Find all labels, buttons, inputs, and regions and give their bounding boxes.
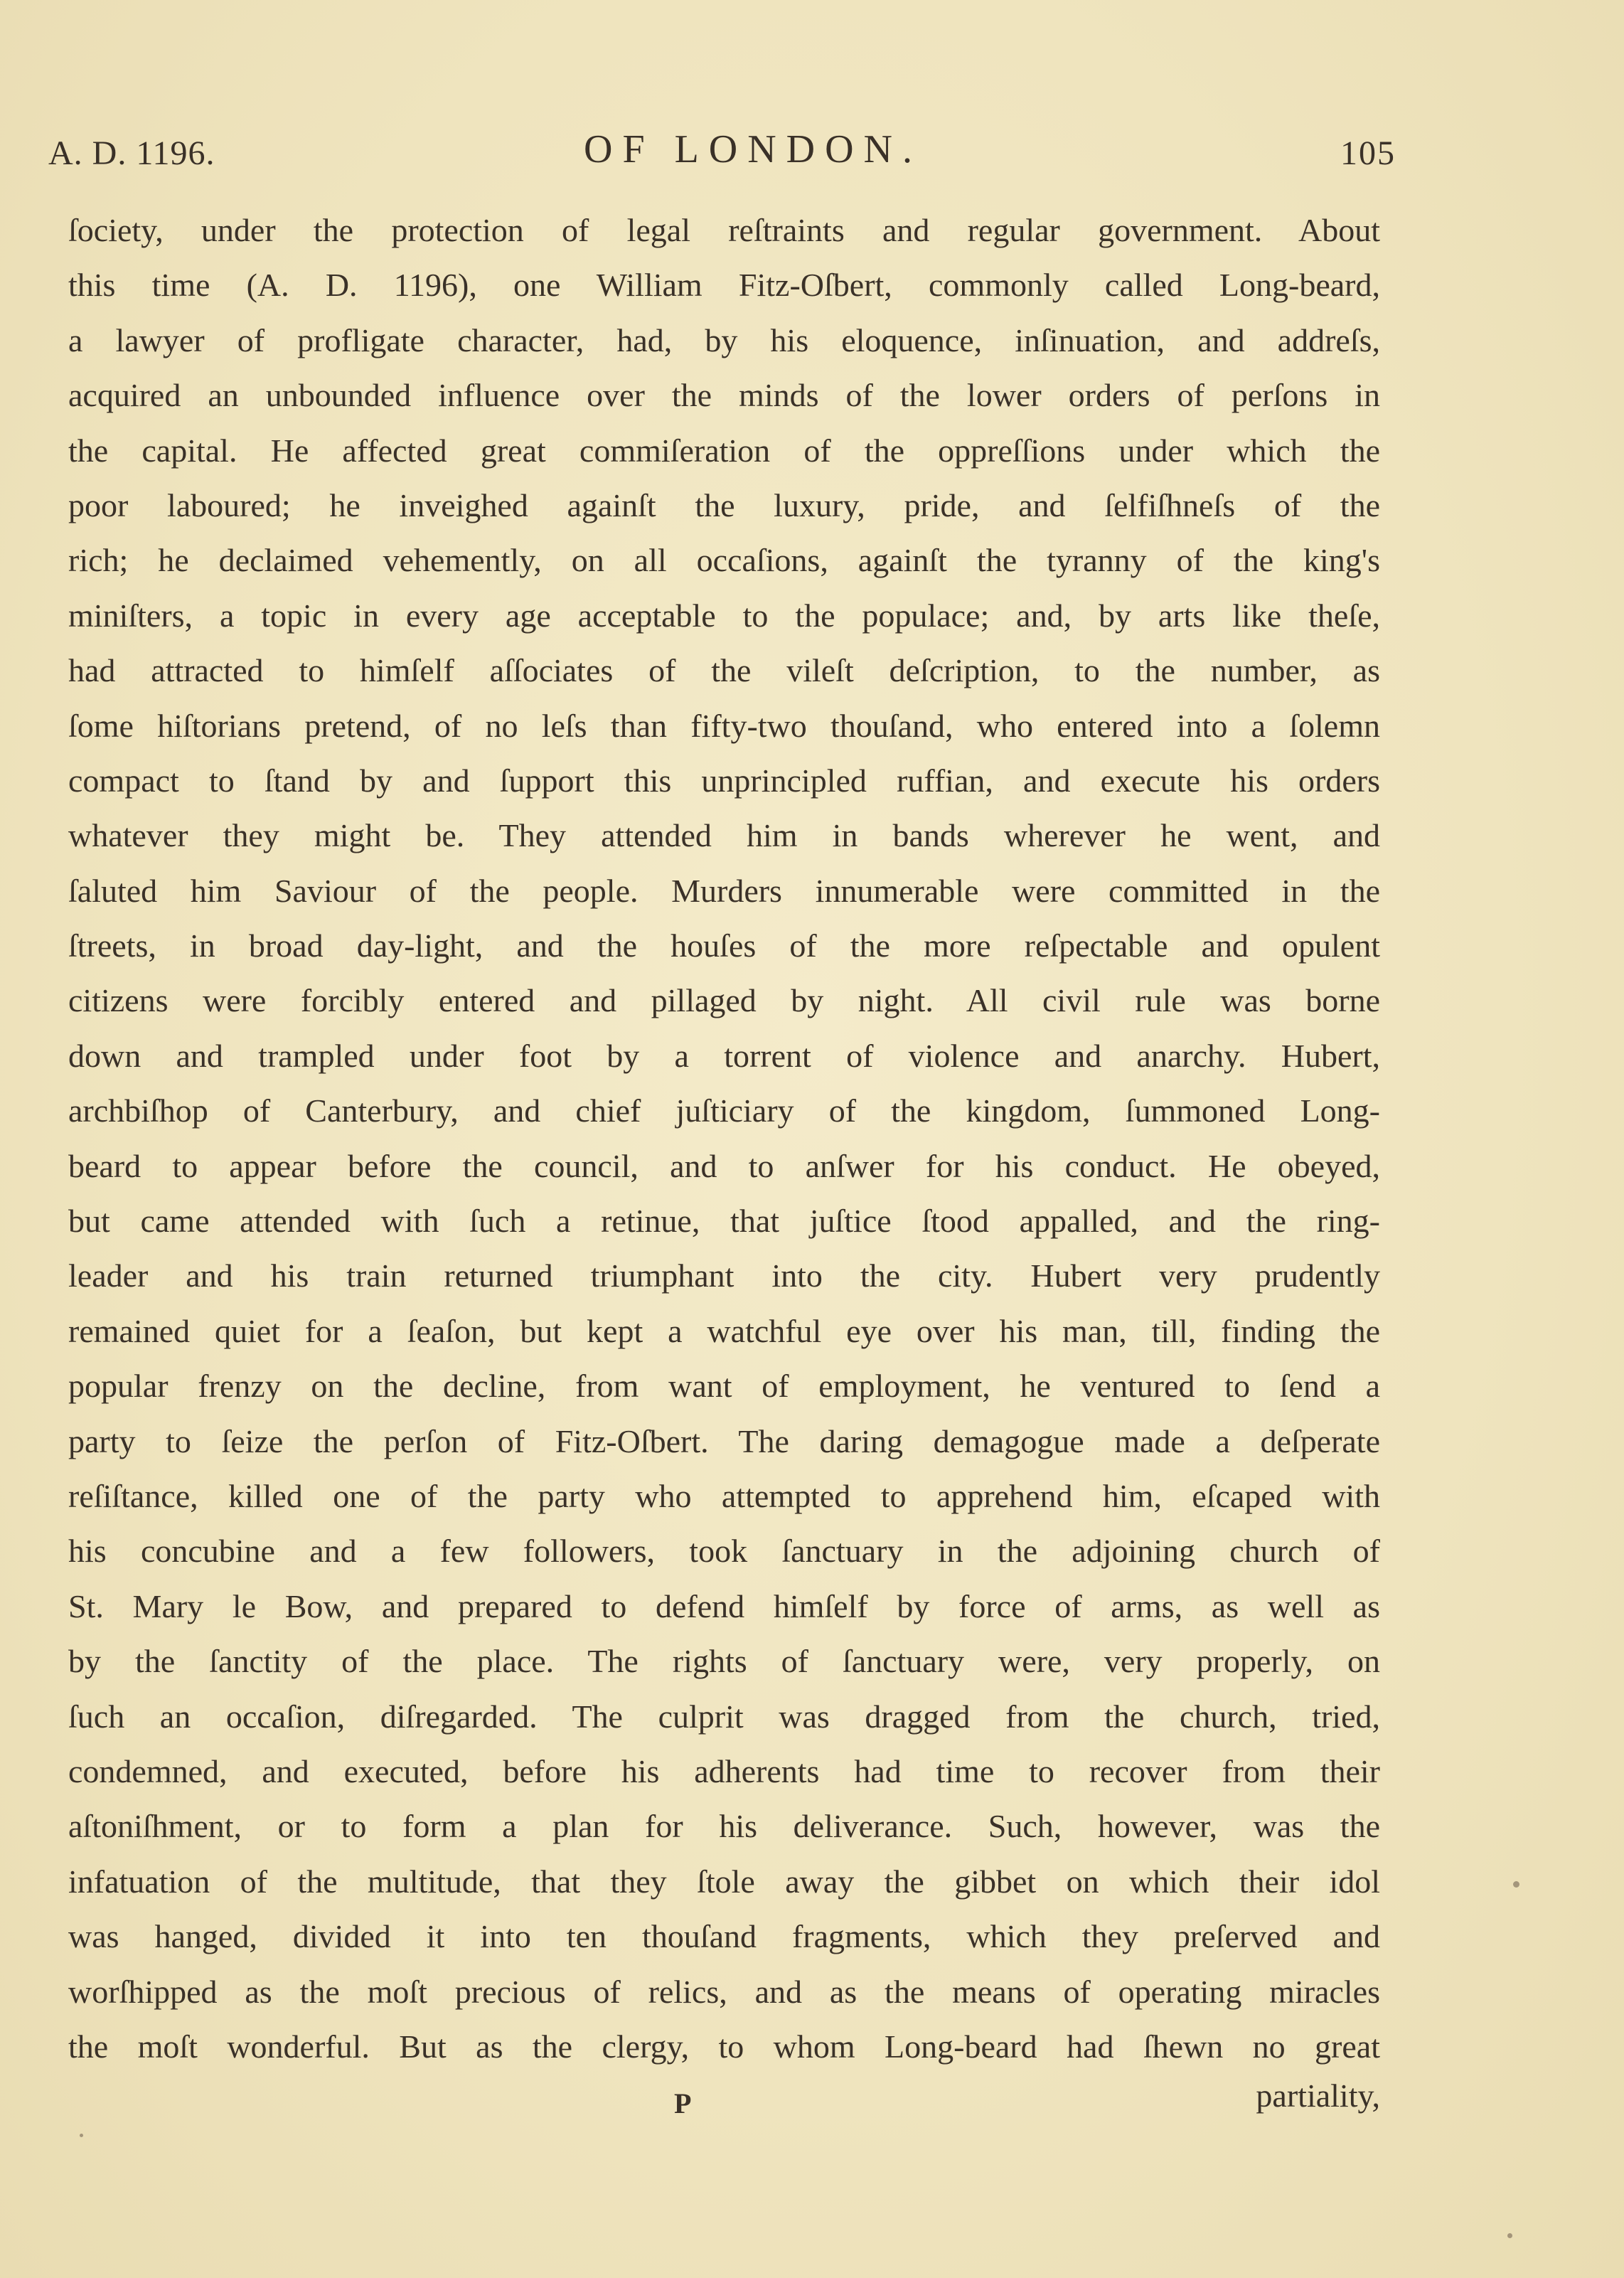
text-line: party to ſeize the perſon of Fitz-Oſbert. The daring demagogue made a deſperate (68, 1422, 1380, 1459)
text-line: worſhipped as the moſt precious of relics, and as the means of operating miracles (68, 1973, 1380, 2010)
text-line: citizens were forcibly entered and pillaged by night. All civil rule was borne (68, 982, 1380, 1019)
body-text (68, 203, 1380, 2074)
text-line: remained quiet for a ſeaſon, but kept a watchful eye over his man, till, finding the (68, 1312, 1380, 1349)
text-line: rich; he declaimed vehemently, on all occaſions, againſt the tyranny of the king's (68, 542, 1380, 579)
text-line: a lawyer of profligate character, had, by his eloquence, inſinuation, and addreſs, (68, 321, 1380, 358)
text-line: leader and his train returned triumphant into the city. Hubert very prudently (68, 1257, 1380, 1294)
text-line: acquired an unbounded influence over the minds of the lower orders of perſons in (68, 377, 1380, 414)
text-line: the moſt wonderful. But as the clergy, to whom Long-beard had ſhewn no great (68, 2028, 1380, 2065)
text-line: beard to appear before the council, and to anſwer for his conduct. He obeyed, (68, 1147, 1380, 1184)
text-line: ſtreets, in broad day-light, and the houſes of the more reſpectable and opulent (68, 927, 1380, 964)
paper-speck (1513, 1881, 1519, 1888)
text-line: reſiſtance, killed one of the party who attempted to apprehend him, eſcaped with (68, 1477, 1380, 1514)
paper-speck (80, 2134, 83, 2137)
header-date: A. D. 1196. (48, 134, 215, 172)
text-line: was hanged, divided it into ten thouſand fragments, which they preſerved and (68, 1918, 1380, 1955)
text-line: ſuch an occaſion, diſregarded. The culprit was dragged from the church, tried, (68, 1698, 1380, 1735)
text-line: St. Mary le Bow, and prepared to defend himſelf by force of arms, as well as (68, 1587, 1380, 1624)
text-line: had attracted to himſelf aſſociates of the vileſt deſcription, to the number, as (68, 652, 1380, 689)
text-line: down and trampled under foot by a torrent of violence and anarchy. Hubert, (68, 1037, 1380, 1074)
page-footer (68, 2077, 1380, 2134)
text-line: aſtoniſhment, or to form a plan for his deliverance. Such, however, was the (68, 1808, 1380, 1845)
text-line: compact to ſtand by and ſupport this unprincipled ruffian, and execute his orders (68, 762, 1380, 799)
text-line: by the ſanctity of the place. The rights of ſanctuary were, very properly, on (68, 1643, 1380, 1680)
text-line: his concubine and a few followers, took ſanctuary in the adjoining church of (68, 1533, 1380, 1570)
text-line: archbiſhop of Canterbury, and chief juſticiary of the kingdom, ſummoned Long- (68, 1092, 1380, 1129)
text-line: ſaluted him Saviour of the people. Murders innumerable were committed in the (68, 872, 1380, 909)
text-line: the capital. He affected great commiſeration of the oppreſſions under which the (68, 432, 1380, 469)
catchword: partiality, (1256, 2077, 1380, 2114)
text-line: this time (A. D. 1196), one William Fitz-Oſbert, commonly called Long-beard, (68, 267, 1380, 304)
text-line: condemned, and executed, before his adherents had time to recover from their (68, 1752, 1380, 1789)
text-line: popular frenzy on the decline, from want of employment, he ventured to ſend a (68, 1368, 1380, 1405)
text-line: ſociety, under the protection of legal reſtraints and regular government. About (68, 212, 1380, 248)
text-line: miniſters, a topic in every age acceptable to the populace; and, by arts like theſe, (68, 597, 1380, 634)
signature-mark: P (674, 2087, 692, 2119)
text-line: whatever they might be. They attended him in bands wherever he went, and (68, 817, 1380, 854)
paper-speck (1507, 2233, 1512, 2238)
text-line: but came attended with ſuch a retinue, that juſtice ſtood appalled, and the ring- (68, 1203, 1380, 1240)
header-title: OF LONDON. (584, 127, 922, 171)
running-header (48, 127, 1396, 183)
text-line: poor laboured; he inveighed againſt the luxury, pride, and ſelfiſhneſs of the (68, 486, 1380, 523)
text-line: infatuation of the multitude, that they ſtole away the gibbet on which their idol (68, 1863, 1380, 1900)
text-line: ſome hiſtorians pretend, of no leſs than fifty-two thouſand, who entered into a ſolemn (68, 707, 1380, 744)
page-number: 105 (1340, 134, 1396, 172)
